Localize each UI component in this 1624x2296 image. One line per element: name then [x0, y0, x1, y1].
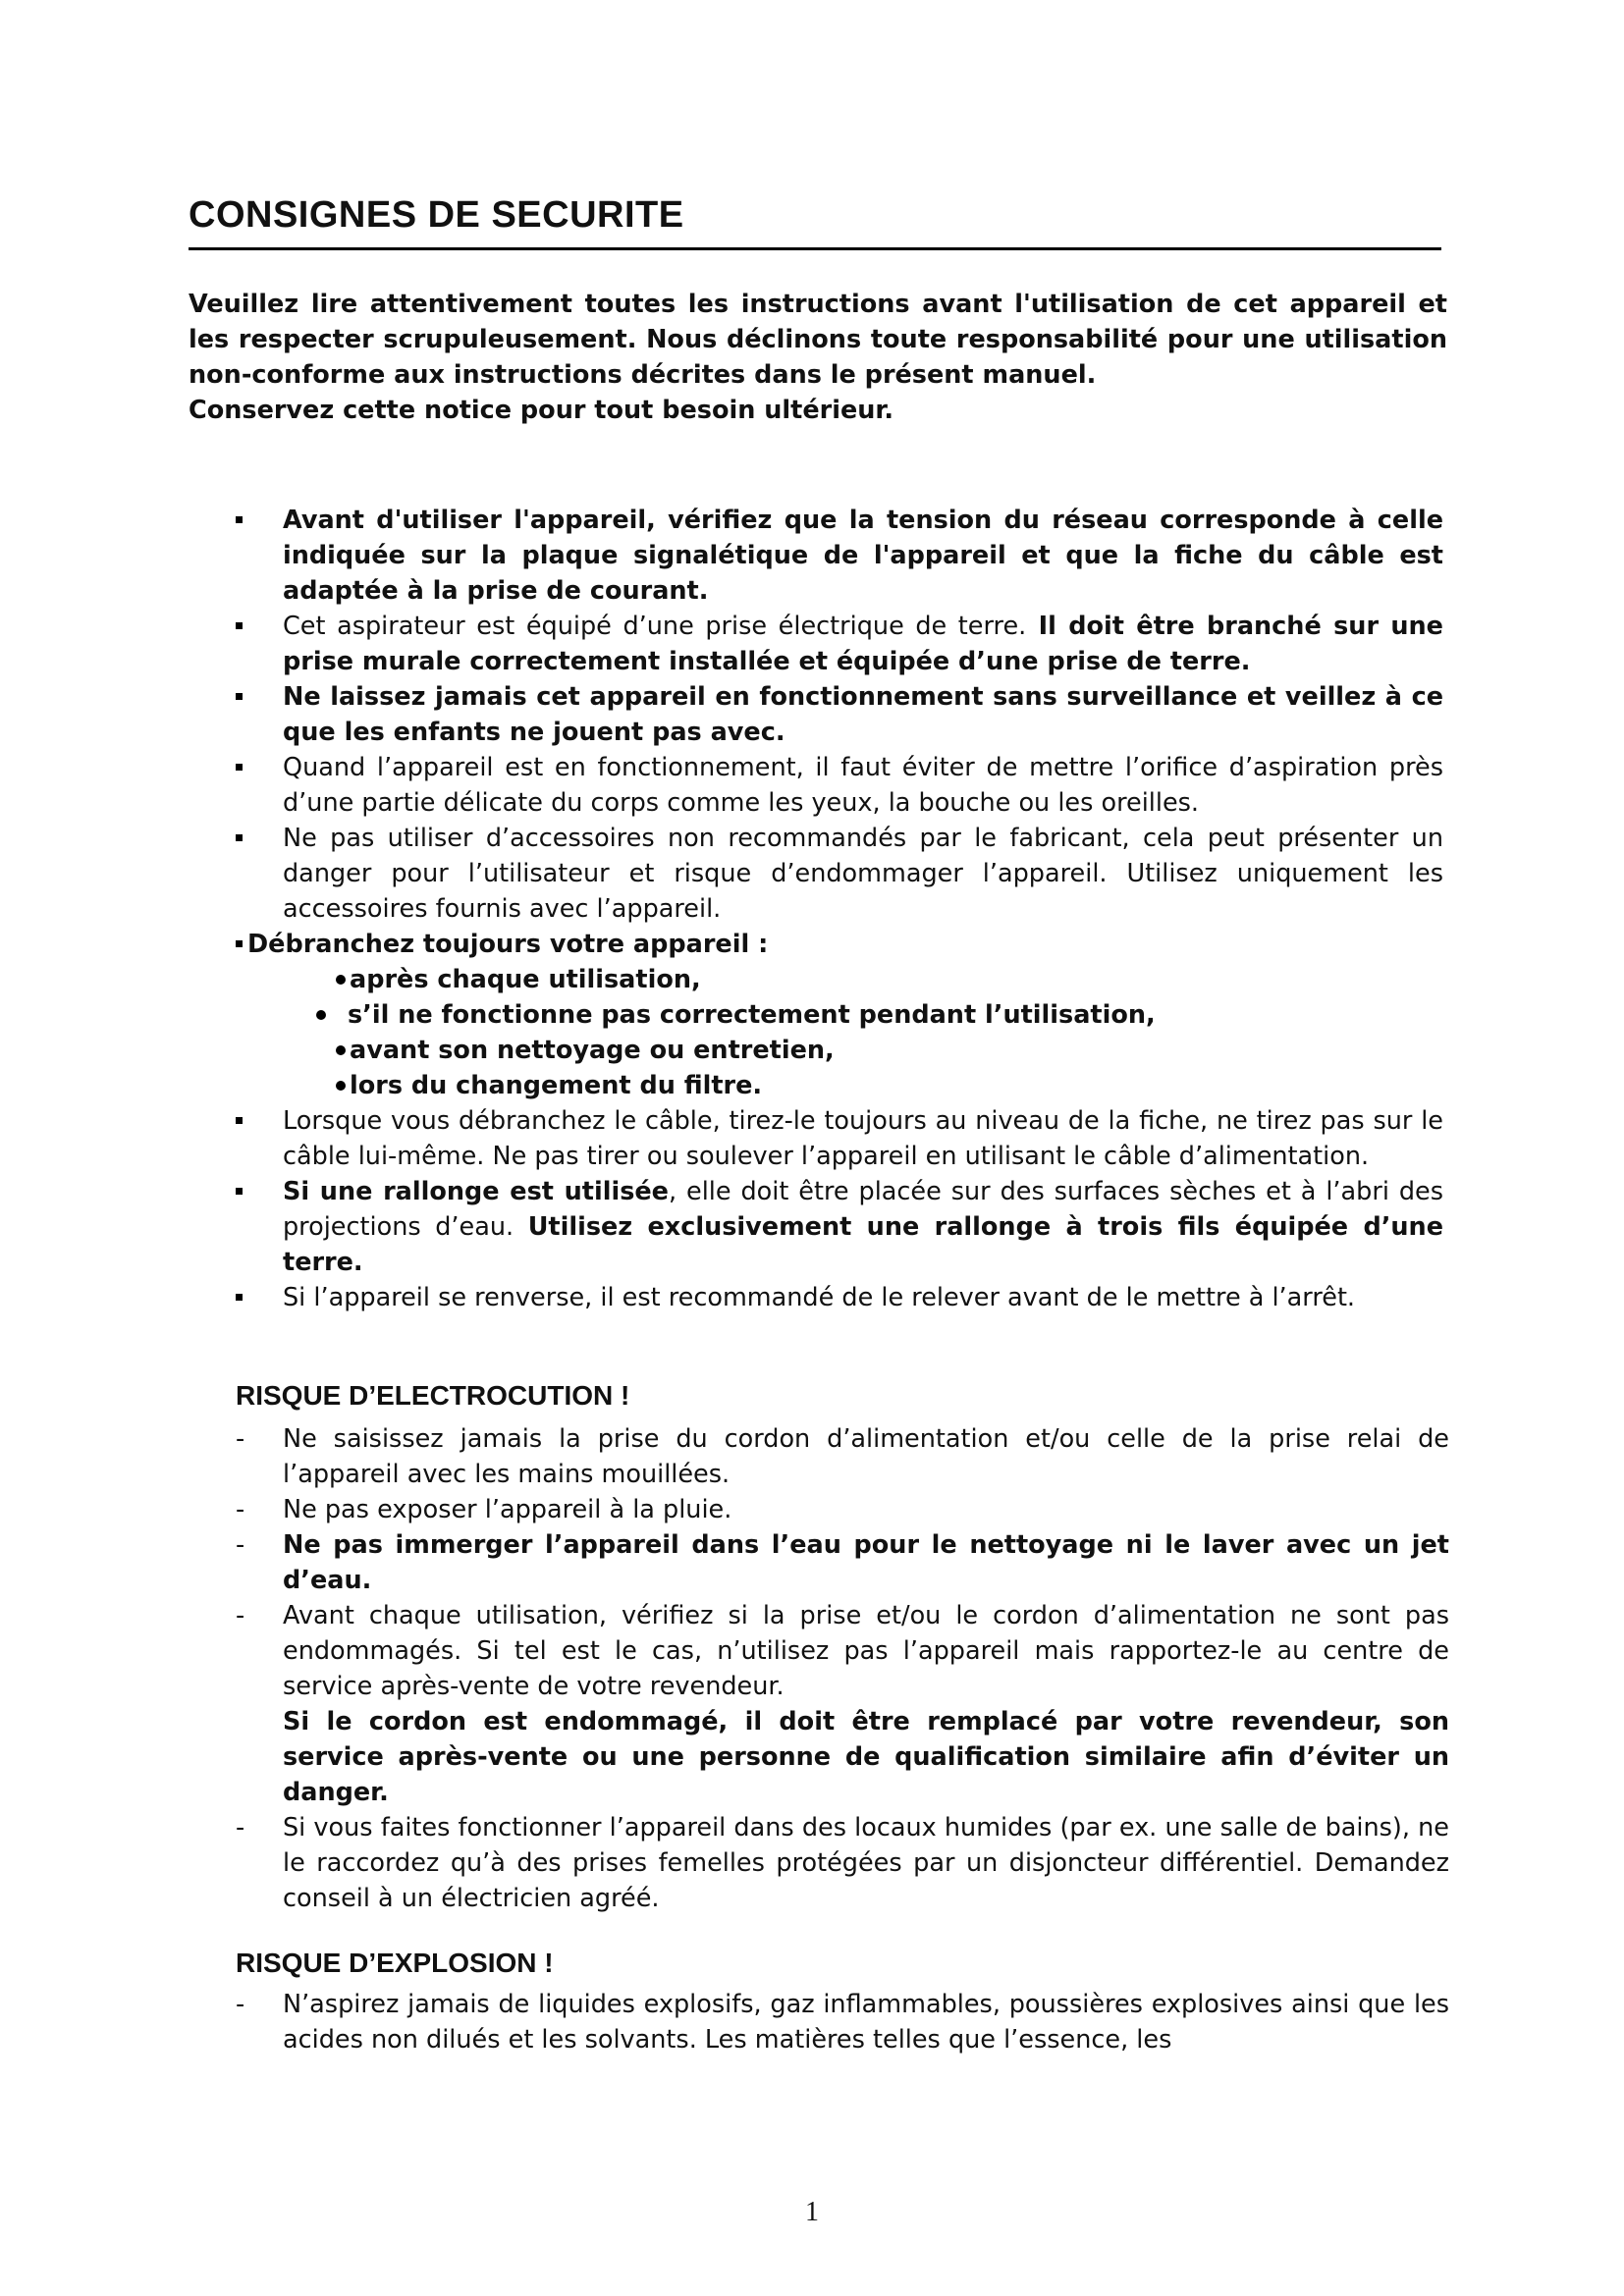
safety-list — [236, 503, 1443, 1315]
intro-keep-notice: Conservez cette notice pour tout besoin ultérieur. — [189, 396, 894, 425]
list-item: Lorsque vous débranchez le câble, tirez-le toujours au niveau de la fiche, ne tirez pas sur le câble lui-même. Ne pas tirer ou soulever l’appareil en utilisant le câble d’alimentation. — [283, 1106, 1443, 1171]
explosion-list — [236, 1987, 1449, 2057]
list-item: Ne laissez jamais cet appareil en fonctionnement sans surveillance et veillez à ce que les enfants ne jouent pas avec. — [283, 682, 1443, 747]
list-item: Avant d'utiliser l'appareil, vérifiez que la tension du réseau corresponde à celle indiquée sur la plaque signalétique de l'appareil et que la fiche du câble est adaptée à la prise de courant. — [283, 506, 1443, 606]
list-item: - Si vous faites fonctionner l’appareil dans des locaux humides (par ex. une salle de bains), ne le raccordez qu’à des prises femelles protégées par un disjoncteur différentiel. Demandez conseil à un électricien agréé. — [236, 1813, 1449, 1913]
unplug-heading: Débranchez toujours votre appareil : — [236, 927, 1443, 962]
round-bullet-icon — [316, 1010, 326, 1020]
unplug-item: après chaque utilisation, — [236, 962, 1443, 997]
list-item: Si l’appareil se renverse, il est recommandé de le relever avant de le mettre à l’arrêt. — [283, 1283, 1356, 1312]
list-item: - Avant chaque utilisation, vérifiez si la prise et/ou le cordon d’alimentation ne sont pas endommagés. Si tel est le cas, n’utilisez pas l’appareil mais rapportez-le au centre de service après-vente de votre revendeur. Si le cordon est endommagé, il doit être remplacé par votre revendeur, son service après-vente ou une personne de qualification similaire afin d’éviter un danger. — [236, 1598, 1449, 1810]
page-title: CONSIGNES DE SECURITE — [189, 194, 684, 236]
electrocution-heading: RISQUE D’ELECTROCUTION ! — [236, 1380, 630, 1411]
intro-paragraph — [189, 287, 1447, 428]
list-item: - Ne pas immerger l’appareil dans l’eau pour le nettoyage ni le laver avec un jet d’eau. — [236, 1530, 1449, 1595]
round-bullet-icon — [336, 1081, 346, 1091]
electrocution-list — [236, 1421, 1449, 1916]
unplug-item: avant son nettoyage ou entretien, — [236, 1033, 1443, 1068]
list-item: - Ne saisissez jamais la prise du cordon d’alimentation et/ou celle de la prise relai de l’appareil avec les mains mouillées. — [236, 1424, 1449, 1489]
round-bullet-icon — [336, 1045, 346, 1055]
title-underline — [189, 247, 1441, 250]
list-item: Si une rallonge est utilisée, elle doit être placée sur des surfaces sèches et à l’abri des projections d’eau. Utilisez exclusivement une rallonge à trois fils équipée d’une terre. — [283, 1177, 1443, 1277]
round-bullet-icon — [336, 975, 346, 985]
explosion-heading: RISQUE D’EXPLOSION ! — [236, 1948, 554, 1978]
unplug-item: lors du changement du filtre. — [236, 1068, 1443, 1103]
unplug-item: s’il ne fonctionne pas correctement pendant l’utilisation, — [236, 997, 1443, 1033]
intro-text: Veuillez lire attentivement toutes les instructions avant l'utilisation de cet appareil et les respecter scrupuleusement. Nous déclinons toute responsabilité pour une utilisation non-conforme aux instructions décrites dans le présent manuel. — [189, 290, 1447, 390]
list-item: - N’aspirez jamais de liquides explosifs, gaz inflammables, poussières explosives ainsi que les acides non dilués et les solvants. Les matières telles que l’essence, les — [236, 1990, 1449, 2055]
list-item: Ne pas utiliser d’accessoires non recommandés par le fabricant, cela peut présenter un danger pour l’utilisateur et risque d’endommager l’appareil. Utilisez uniquement les accessoires fournis avec l’appareil. — [283, 824, 1443, 924]
page-number: 1 — [805, 2197, 819, 2227]
list-item: - Ne pas exposer l’appareil à la pluie. — [236, 1495, 732, 1524]
list-item: Cet aspirateur est équipé d’une prise électrique de terre. Il doit être branché sur une prise murale correctement installée et équipée d’une prise de terre. — [283, 612, 1443, 676]
list-item: Quand l’appareil est en fonctionnement, il faut éviter de mettre l’orifice d’aspiration près d’une partie délicate du corps comme les yeux, la bouche ou les oreilles. — [283, 753, 1443, 818]
cord-warning: Si le cordon est endommagé, il doit être remplacé par votre revendeur, son service après-vente ou une personne de qualification similaire afin d’éviter un danger. — [283, 1707, 1449, 1807]
